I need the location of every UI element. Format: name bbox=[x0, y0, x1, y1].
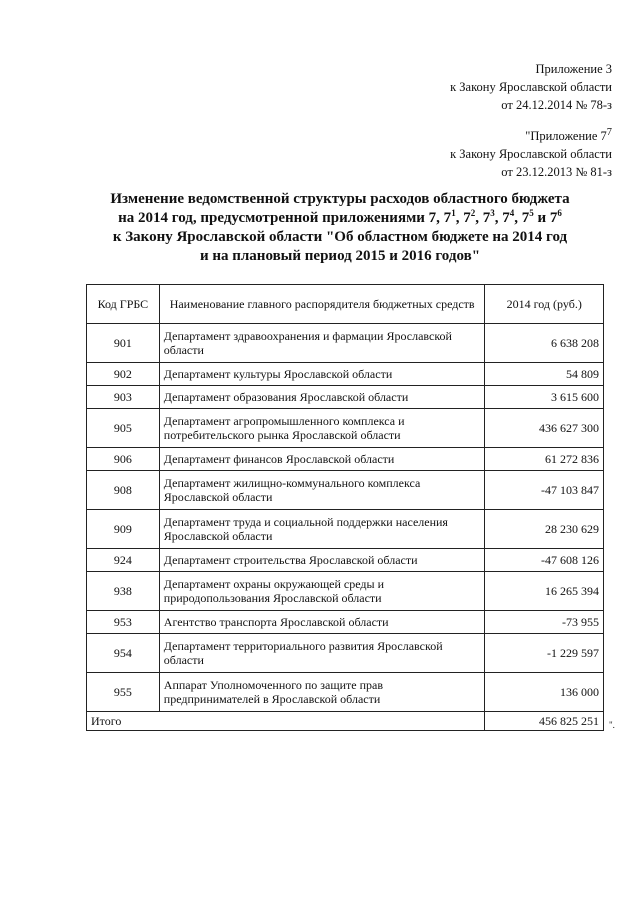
row-name: Департамент труда и социальной поддержки населения Ярославской области bbox=[159, 510, 485, 549]
row-name: Департамент охраны окружающей среды и природопользования Ярославской области bbox=[159, 572, 485, 611]
row-code: 902 bbox=[87, 363, 160, 386]
header-value: 2014 год (руб.) bbox=[485, 285, 604, 324]
amended-appendix-date: от 23.12.2013 № 81-з bbox=[501, 165, 612, 180]
row-value: 28 230 629 bbox=[485, 510, 604, 549]
table-row bbox=[87, 549, 604, 572]
row-value: 436 627 300 bbox=[485, 409, 604, 448]
table-row bbox=[87, 363, 604, 386]
row-value: 54 809 bbox=[485, 363, 604, 386]
row-value: -47 103 847 bbox=[485, 471, 604, 510]
total-value: 456 825 251 bbox=[485, 712, 604, 731]
row-name: Департамент строительства Ярославской области bbox=[159, 549, 485, 572]
table-row bbox=[87, 448, 604, 471]
row-name: Департамент жилищно-коммунального комплекса Ярославской области bbox=[159, 471, 485, 510]
row-name: Департамент территориального развития Ярославской области bbox=[159, 634, 485, 673]
header-name: Наименование главного распорядителя бюджетных средств bbox=[159, 285, 485, 324]
row-name: Агентство транспорта Ярославской области bbox=[159, 611, 485, 634]
table-row bbox=[87, 324, 604, 363]
row-name: Департамент здравоохранения и фармации Ярославской области bbox=[159, 324, 485, 363]
expenditure-table bbox=[86, 284, 604, 731]
row-code: 924 bbox=[87, 549, 160, 572]
table-row bbox=[87, 611, 604, 634]
row-value: 16 265 394 bbox=[485, 572, 604, 611]
row-name: Департамент агропромышленного комплекса и потребительского рынка Ярославской области bbox=[159, 409, 485, 448]
table-row bbox=[87, 634, 604, 673]
row-value: -47 608 126 bbox=[485, 549, 604, 572]
row-code: 906 bbox=[87, 448, 160, 471]
row-name: Департамент образования Ярославской области bbox=[159, 386, 485, 409]
table-row bbox=[87, 471, 604, 510]
row-code: 908 bbox=[87, 471, 160, 510]
table-row bbox=[87, 572, 604, 611]
row-value: 61 272 836 bbox=[485, 448, 604, 471]
total-row bbox=[87, 712, 604, 731]
appendix-date: от 24.12.2014 № 78-з bbox=[501, 98, 612, 112]
title-line-appendices: на 2014 год, предусмотренной приложениями 7, $7^1$, $7^2$, $7^3$, $7^4$, $7^5$ и $7^6$ bbox=[118, 208, 562, 226]
row-name: Аппарат Уполномоченного по защите прав предпринимателей в Ярославской области bbox=[159, 673, 485, 712]
row-code: 903 bbox=[87, 386, 160, 409]
table-row bbox=[87, 673, 604, 712]
row-code: 909 bbox=[87, 510, 160, 549]
table-row bbox=[87, 386, 604, 409]
table-header-row bbox=[87, 285, 604, 324]
amended-appendix-number: "Приложение $7^7$ bbox=[525, 127, 612, 144]
row-name: Департамент финансов Ярославской области bbox=[159, 448, 485, 471]
row-value: -1 229 597 bbox=[485, 634, 604, 673]
table-row bbox=[87, 510, 604, 549]
appendix-law: к Закону Ярославской области bbox=[450, 80, 612, 94]
closing-quote-mark: ". bbox=[609, 720, 615, 730]
appendix-header bbox=[450, 60, 612, 114]
row-code: 954 bbox=[87, 634, 160, 673]
table-row bbox=[87, 409, 604, 448]
row-code: 905 bbox=[87, 409, 160, 448]
row-name: Департамент культуры Ярославской области bbox=[159, 363, 485, 386]
row-code: 938 bbox=[87, 572, 160, 611]
row-code: 901 bbox=[87, 324, 160, 363]
row-code: 955 bbox=[87, 673, 160, 712]
row-code: 953 bbox=[87, 611, 160, 634]
row-value: -73 955 bbox=[485, 611, 604, 634]
total-label: Итого bbox=[87, 712, 485, 731]
amended-appendix-law: к Закону Ярославской области bbox=[450, 147, 612, 162]
appendix-number: Приложение 3 bbox=[535, 62, 612, 76]
row-value: 6 638 208 bbox=[485, 324, 604, 363]
row-value: 3 615 600 bbox=[485, 386, 604, 409]
row-value: 136 000 bbox=[485, 673, 604, 712]
header-code: Код ГРБС bbox=[87, 285, 160, 324]
document-title: Изменение ведомственной структуры расходов областного бюджета на 2014 год, предусмотренной приложениями 7, $7^1$, $7^2$, $7^3$, $7^4$, $7^5$ и $7^6$ к Закону Ярославской области "Об областном бюджете на 2014 год и на плановый период 2015 и 2016 годов" bbox=[60, 190, 620, 266]
amended-appendix-header bbox=[450, 124, 612, 181]
